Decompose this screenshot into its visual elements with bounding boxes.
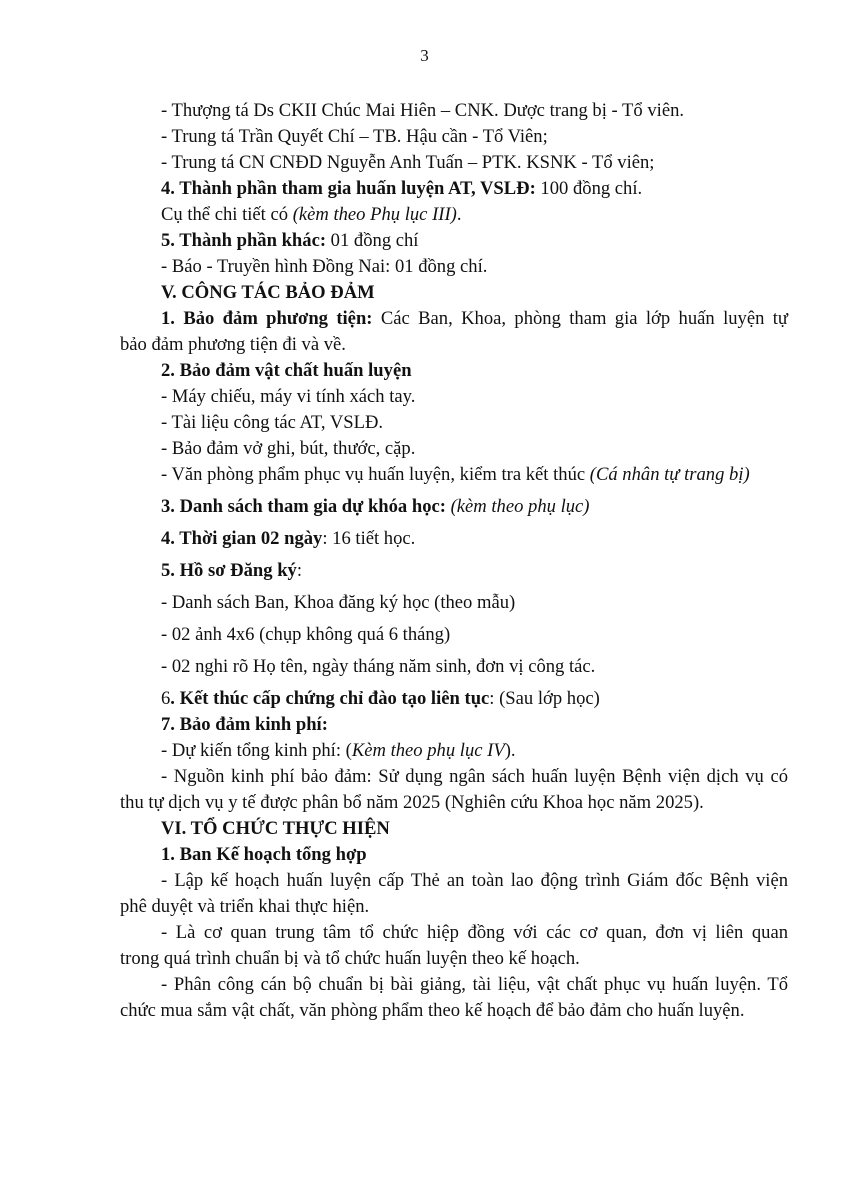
task-3-cont: chức mua sắm vật chất, văn phòng phẩm theo kế hoạch để bảo đảm cho huấn luyện. <box>120 1000 745 1021</box>
task-2-cont: trong quá trình chuẩn bị và tổ chức huấn luyện theo kế hoạch. <box>120 948 580 969</box>
item-4-time: 4. Thời gian 02 ngày: 16 tiết học. <box>161 528 416 549</box>
budget-source-cont: thu tự dịch vụ y tế được phân bổ năm 2025 (Nghiên cứu Khoa học năm 2025). <box>120 792 704 813</box>
reg-photo: - 02 ảnh 4x6 (chụp không quá 6 tháng) <box>161 624 451 645</box>
document-body <box>120 98 788 1024</box>
details-appendix-3: Cụ thể chi tiết có (kèm theo Phụ lục III). <box>161 204 462 225</box>
item-1-vehicles-cont: bảo đảm phương tiện đi và về. <box>120 334 346 355</box>
task-1: - Lập kế hoạch huấn luyện cấp Thẻ an toàn lao động trình Giám đốc Bệnh viện <box>161 870 788 891</box>
item-3-list: 3. Danh sách tham gia dự khóa học: (kèm theo phụ lục) <box>161 496 590 517</box>
planning-board-heading: 1. Ban Kế hoạch tổng hợp <box>161 844 367 865</box>
budget-estimate: - Dự kiến tổng kinh phí: (Kèm theo phụ lục IV). <box>161 740 516 761</box>
material-projector: - Máy chiếu, máy vi tính xách tay. <box>161 386 416 407</box>
member-line-2: - Trung tá Trần Quyết Chí – TB. Hậu cần - Tổ Viên; <box>161 126 548 147</box>
material-stationery: - Bảo đảm vở ghi, bút, thước, cặp. <box>161 438 416 459</box>
section-4-participants: 4. Thành phần tham gia huấn luyện AT, VSLĐ: 100 đồng chí. <box>161 178 643 199</box>
task-1-cont: phê duyệt và triển khai thực hiện. <box>120 896 370 917</box>
reg-info: - 02 nghi rõ Họ tên, ngày tháng năm sinh, đơn vị công tác. <box>161 656 596 677</box>
section-5-other: 5. Thành phần khác: 01 đồng chí <box>161 230 419 251</box>
task-3: - Phân công cán bộ chuẩn bị bài giảng, tài liệu, vật chất phục vụ huấn luyện. Tổ <box>161 974 788 995</box>
item-7-budget: 7. Bảo đảm kinh phí: <box>161 714 328 735</box>
task-2: - Là cơ quan trung tâm tổ chức hiệp đồng với các cơ quan, đơn vị liên quan <box>161 922 788 943</box>
reg-list: - Danh sách Ban, Khoa đăng ký học (theo mẫu) <box>161 592 516 613</box>
item-5-registration: 5. Hồ sơ Đăng ký: <box>161 560 303 581</box>
item-2-materials: 2. Bảo đảm vật chất huấn luyện <box>161 360 412 381</box>
material-docs: - Tài liệu công tác AT, VSLĐ. <box>161 412 384 433</box>
heading-v: V. CÔNG TÁC BẢO ĐẢM <box>161 282 375 303</box>
material-office: - Văn phòng phẩm phục vụ huấn luyện, kiểm tra kết thúc (Cá nhân tự trang bị) <box>161 464 750 485</box>
item-1-vehicles: 1. Bảo đảm phương tiện: Các Ban, Khoa, phòng tham gia lớp huấn luyện tự <box>161 308 789 329</box>
press-line: - Báo - Truyền hình Đồng Nai: 01 đồng chí. <box>161 256 488 277</box>
member-line-1: - Thượng tá Ds CKII Chúc Mai Hiên – CNK. Dược trang bị - Tổ viên. <box>161 100 685 121</box>
budget-source: - Nguồn kinh phí bảo đảm: Sử dụng ngân sách huấn luyện Bệnh viện dịch vụ có <box>161 766 788 787</box>
member-line-3: - Trung tá CN CNĐD Nguyễn Anh Tuấn – PTK. KSNK - Tổ viên; <box>161 152 655 173</box>
heading-vi: VI. TỔ CHỨC THỰC HIỆN <box>161 818 390 839</box>
page-number: 3 <box>420 46 429 65</box>
item-6-certificate: 6. Kết thúc cấp chứng chỉ đào tạo liên tục: (Sau lớp học) <box>161 688 600 709</box>
